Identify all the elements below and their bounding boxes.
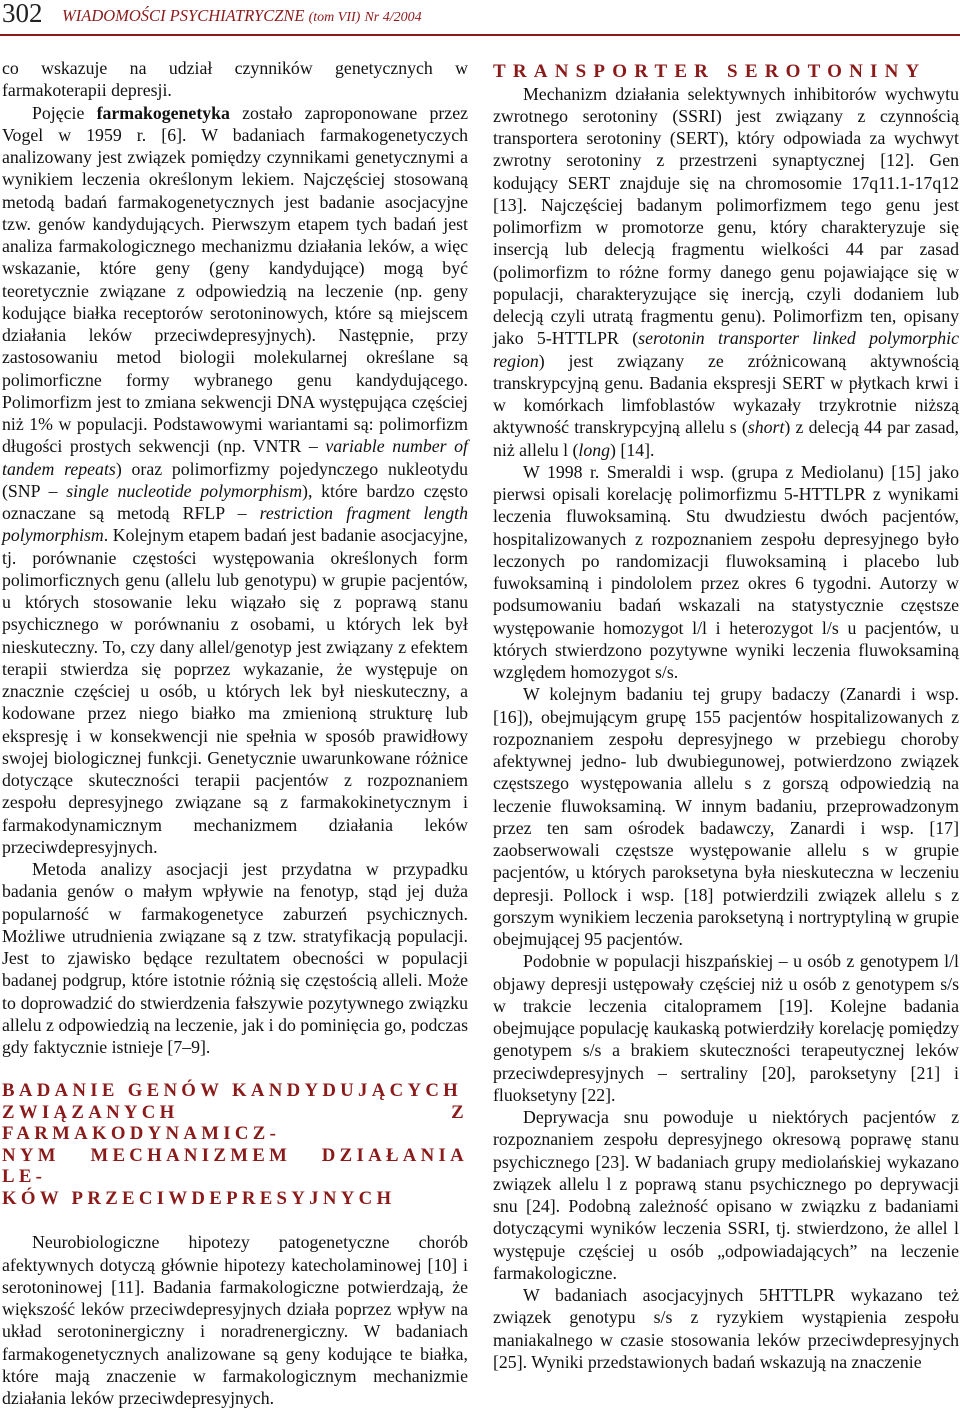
header-rule — [0, 34, 960, 36]
text-run: Mechanizm działania selektywnych inhibitorów wychwytu zwrotnego serotoniny (SSRI) jest związany z czynnością transportera serotoniny (SERT), który odpowiada za wychwyt zwrotny serotoniny z przestrzeni synaptycznej [12]. Gen kodujący SERT znajduje się na chromosomie 17q11.1-17q12 [13]. Najczęściej badanym polimorfizmem tego genu jest polimorfizm w promotorze genu, który charakteryzuje się insercją lub delecją fragmentu wielkości 44 par zasad (polimorfizm to różne formy danego genu pojawiające się w populacji, charakteryzujące się inercją, czyli dodaniem lub delecją czyli utratą fragmentu genu). Polimorfizm ten, opisany jako 5-HTTLPR ( — [493, 83, 959, 349]
term-vntr: variable number of tandem repeats — [2, 436, 468, 479]
text-run: zostało zaproponowane przez Vogel w 1959 r. [6]. W badaniach farmakogenetyczych analizowany jest związek pomiędzy czynnikami genetycznymi a wynikiem leczenia określonym lekiem. Najczęściej stosowaną metodą badań farmakogenetycznych jest badanie asocjacyjne tzw. genów kandydujących. Pierwszym etapem tych badań jest analiza farmakologicznego mechanizmu działania leków, a więc wskazanie, które geny (geny kandydujące) mogą być teoretycznie związane z odpowiedzią na leczenie (np. geny kodujące białka receptorów serotoninowych, które są miejscem działania leków przeciwdepresyjnych). Następnie, przy zastosowaniu metod biologii molekularnej określane są polimorficzne formy wybranego genu kandydującego. Polimorfizm jest to zmiana sekwencji DNA występująca częściej niż 1% w populacji. Podstawowymi wariantami są: polimorfizm długości prostych sekwencji (np. VNTR – — [2, 102, 468, 457]
text-run: ) jest związany ze zróżnicowaną aktywnością transkrypcyjną genu. Badania ekspresji SERT w płytkach krwi i w komórkach limfoblastów wykazały trzykrotnie niższą aktywność transkrypcyjną allelu s ( — [493, 350, 959, 438]
text-run: ), które bardzo często oznaczane są metodą RFLP – — [2, 480, 468, 523]
paragraph: co wskazuje na udział czynników genetycznych w farmakoterapii depresji. — [2, 58, 468, 101]
term-long: long — [578, 439, 611, 460]
text-run: ) [14]. — [610, 439, 655, 460]
right-column — [493, 61, 959, 1373]
page-header — [0, 0, 960, 40]
journal-volume: (tom VII) — [308, 10, 361, 25]
running-head — [62, 6, 422, 26]
section-heading — [2, 1080, 468, 1209]
paragraph: Podobnie w populacji hiszpańskiej – u osób z genotypem l/l objawy depresji ustępowały częściej niż u osób z genotypem s/s w trakcie leczenia citalopramem [19]. Kolejne badania obejmujące populację kaukaską potwierdziły korelację pomiędzy genotypem s/s a brakiem skuteczności terapeutycznej leków przeciwdepresyjnych – sertraliny [20], paroksetyny [21] i fluoksetyny [22]. — [493, 951, 959, 1105]
paragraph: Neurobiologiczne hipotezy patogenetyczne chorób afektywnych dotyczą głównie hipotezy katecholaminowej [10] i serotoninowej [11]. Badania farmakologiczne potwierdzają, że większość leków przeciwdepresyjnych działa poprzez wpływ na układ serotoninergiczny i noradrenergiczny. W badaniach farmakogenetycznych analizowane są geny kodujące te białka, które mają znaczenie w farmakologicznym mechanizmie działania leków przeciwdepresyjnych. — [2, 1232, 468, 1408]
term-rflp: restriction fragment length polymorphism — [2, 503, 468, 546]
term-snp: single nucleotide polymorphism — [66, 480, 303, 501]
journal-name: WIADOMOŚCI PSYCHIATRYCZNE — [62, 6, 305, 25]
section-heading: TRANSPORTER SEROTONINY — [493, 61, 927, 82]
heading-line: BADANIE GENÓW KANDYDUJĄCYCH — [2, 1080, 463, 1102]
text-run: Pojęcie — [32, 102, 97, 123]
journal-issue: Nr 4/2004 — [364, 10, 422, 25]
paragraph: W kolejnym badaniu tej grupy badaczy (Zanardi i wsp. [16]), obejmującym grupę 155 pacjentów hospitalizowanych z rozpoznaniem zespołu depresyjnego w przebiegu choroby afektywnej jedno- lub dwubiegunowej, potwierdzono związek częstszego występowania allelu s z gorszą odpowiedzią na leczenie fluwoksaminą. W innym badaniu, przeprowadzonym przez ten sam ośrodek badawczy, Zanardi i wsp. [17] zaobserwowali częstsze występowanie allelu s w grupie pacjentów, u których paroksetyna była nieskuteczna w leczeniu depresji. Pollock i wsp. [18] potwierdzili związek allelu s z gorszym wynikiem leczenia paroksetyną i nortryptyliną w grupie obejmującej 95 pacjentów. — [493, 684, 959, 949]
paragraph: Deprywacja snu powoduje u niektórych pacjentów z rozpoznaniem zespołu depresyjnego okresową poprawę stanu psychicznego [23]. W badaniach grupy mediolańskiej wykazano związek allelu l z poprawą stanu psychicznego po deprywacji snu [24]. Podobną zależność opisano w związku z badaniami dotyczącymi wyników leczenia SSRI, tj. stwierdzono, że allel l występuje częściej u osób „odpowiadających” na leczenie farmakologiczne. — [493, 1107, 959, 1283]
term-5httlpr: serotonin transporter linked polymorphic region — [493, 328, 959, 371]
heading-line: KÓW PRZECIWDEPRESYJNYCH — [2, 1187, 396, 1209]
paragraph: W 1998 r. Smeraldi i wsp. (grupa z Mediolanu) [15] jako pierwsi opisali korelację polimorfizmu 5-HTTLPR z wynikami leczenia fluwoksaminą. Stu dwudziestu dwóch pacjentów, hospitalizowanych z rozpoznaniem zespołu depresyjnego było leczonych po randomizacji fluwoksaminą i placebo lub fuwoksaminą i pindololem przez okres 6 tygodni. Autorzy w podsumowaniu badań wskazali na statystycznie częstsze występowanie homozygot l/l i heterozygot l/s u pacjentów, u których stwierdzono pozytywne wyniki leczenia fluwoksaminą względem homozygot s/s. — [493, 461, 959, 682]
paragraph: Metoda analizy asocjacji jest przydatna w przypadku badania genów o małym wpływie na fenotyp, stąd jej duża popularność w farmakogenetyce zaburzeń psychicznych. Możliwe utrudnienia związane są z tzw. stratyfikacją populacji. Jest to zjawisko będące rezultatem obecności w populacji badanej podgrup, które istotnie różnią się częstością alleli. Może to doprowadzić do stwierdzenia fałszywie pozytywnego związku allelu z odpowiedzią na leczenie, jak i do pominięcia go, podczas gdy faktycznie istnieje [7–9]. — [2, 859, 468, 1057]
paragraph — [2, 102, 468, 859]
heading-line: ZWIĄZANYCH Z FARMAKODYNAMICZ- — [2, 1101, 468, 1145]
paragraph — [493, 83, 959, 461]
text-run: ) z delecją 44 par zasad, niż allelu l ( — [493, 417, 959, 460]
term-farmakogenetyka: farmakogenetyka — [96, 102, 230, 123]
heading-line: NYM MECHANIZMEM DZIAŁANIA LE- — [2, 1144, 468, 1188]
text-run: ) oraz polimorfizmy pojedynczego nukleotydu (SNP – — [2, 458, 468, 501]
page-number: 302 — [2, 0, 43, 28]
paragraph: W badaniach asocjacyjnych 5HTTLPR wykazano też związek genotypu s/s z ryzykiem wystąpienia zespołu maniakalnego w czasie stosowania leków przeciwdepresyjnych [25]. Wyniki przedstawionych badań wskazują na znaczenie — [493, 1285, 959, 1372]
text-run: . Kolejnym etapem badań jest badanie asocjacyjne, tj. porównanie częstości występowania określonych form polimorficznych genu (allelu lub genotypu) w grupie pacjentów, u których stosowanie leku wiązało się z poprawą stanu psychicznego w porównaniu z osobami, u których lek był nieskuteczny. To, czy dany allel/genotyp jest związany z efektem terapii stwierdza się poprzez wykazanie, że występuje on znacznie częściej u osób, u których lek był nieskuteczny, a kodowane przez niego białko ma zmienioną strukturę lub ekspresję i w konsekwencji nie spełnia w sposób prawidłowy swojej biologicznej funkcji. Genetycznie uwarunkowane różnice dotyczące skuteczności terapii pacjentów z rozpoznaniem zespołu depresyjnego związane są z farmakokinetycznym i farmakodynamicznym mechanizmem działania leków przeciwdepresyjnych. — [2, 525, 468, 857]
left-column — [2, 57, 468, 1409]
term-short: short — [747, 417, 785, 438]
